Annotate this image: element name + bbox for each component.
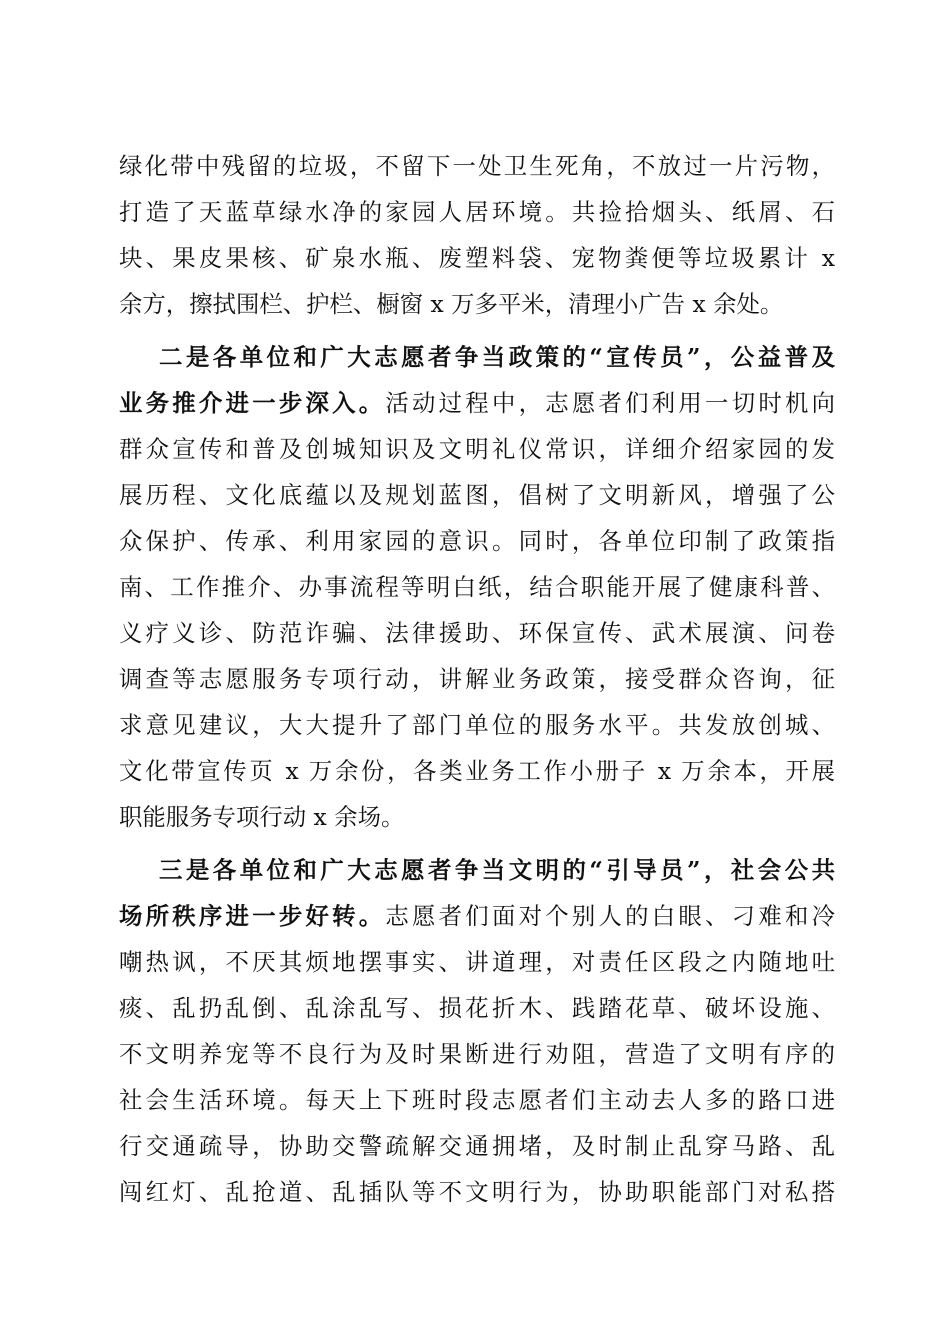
paragraph-3-line-4: [119, 986, 835, 1030]
text-run: 众保护、传承、利用家园的意识。同时，各单位印制了政策指: [119, 527, 835, 555]
text-run: 义疗义诊、防范诈骗、法律援助、环保宣传、武术展演、问卷: [119, 619, 835, 647]
text-run: 绿化带中残留的垃圾，不留下一处卫生死角，不放过一片污物，: [119, 152, 835, 180]
paragraph-2-line-10: [119, 749, 835, 793]
paragraph-2-line-3: [119, 427, 835, 471]
text-run: 不文明养宠等不良行为及时果断进行劝阻，营造了文明有序的: [119, 1040, 835, 1068]
text-run: 嘲热讽，不厌其烦地摆事实、讲道理，对责任区段之内随地吐: [119, 948, 835, 976]
text-run: 块、果皮果核、矿泉水瓶、废塑料袋、宠物粪便等垃圾累计 x: [119, 244, 835, 272]
paragraph-3-line-3: [119, 940, 835, 984]
paragraph-3-line-8: [119, 1170, 835, 1214]
paragraph-3-line-1: [159, 848, 835, 892]
text-run: 打造了天蓝草绿水净的家园人居环境。共捡拾烟头、纸屑、石: [119, 198, 835, 226]
bold-heading-run: 三是各单位和广大志愿者争当文明的“引导员”，社会公共: [159, 856, 835, 884]
text-run: 展历程、文化底蕴以及规划蓝图，倡树了文明新风，增强了公: [119, 481, 835, 509]
text-run: 求意见建议，大大提升了部门单位的服务水平。共发放创城、: [119, 711, 835, 739]
paragraph-1-line-3: [119, 236, 835, 280]
paragraph-2-line-2: [119, 381, 835, 425]
paragraph-3-line-2: [119, 894, 835, 938]
text-run: 社会生活环境。每天上下班时段志愿者们主动去人多的路口进: [119, 1086, 835, 1114]
text-run: 闯红灯、乱抢道、乱插队等不文明行为，协助职能部门对私搭: [119, 1178, 835, 1206]
paragraph-2-line-7: [119, 611, 835, 655]
text-run: 行交通疏导，协助交警疏解交通拥堵，及时制止乱穿马路、乱: [119, 1132, 835, 1160]
paragraph-3-line-6: [119, 1078, 835, 1122]
text-run: 痰、乱扔乱倒、乱涂乱写、损花折木、践踏花草、破坏设施、: [119, 994, 835, 1022]
paragraph-2-line-6: [119, 565, 835, 609]
bold-heading-run: 业务推介进一步深入。: [119, 389, 386, 417]
text-run: 调查等志愿服务专项行动，讲解业务政策，接受群众咨询，征: [119, 665, 835, 693]
paragraph-2-line-1: [159, 335, 835, 379]
paragraph-2-line-8: [119, 657, 835, 701]
paragraph-2-line-5: [119, 519, 835, 563]
text-run: 余方，擦拭围栏、护栏、橱窗 x 万多平米，清理小广告 x 余处。: [119, 290, 784, 318]
paragraph-3-line-5: [119, 1032, 835, 1076]
text-run: 职能服务专项行动 x 余场。: [119, 803, 405, 831]
text-run: 志愿者们面对个别人的白眼、刁难和冷: [385, 902, 836, 930]
paragraph-2-line-4: [119, 473, 835, 517]
paragraph-2-line-11: [119, 795, 835, 839]
paragraph-1-line-4: [119, 282, 835, 326]
text-run: 群众宣传和普及创城知识及文明礼仪常识，详细介绍家园的发: [119, 435, 835, 463]
text-run: 活动过程中，志愿者们利用一切时机向: [385, 389, 836, 417]
bold-heading-run: 场所秩序进一步好转。: [119, 902, 386, 930]
paragraph-2-line-9: [119, 703, 835, 747]
paragraph-1-line-2: [119, 190, 835, 234]
paragraph-3-line-7: [119, 1124, 835, 1168]
text-run: 文化带宣传页 x 万余份，各类业务工作小册子 x 万余本，开展: [119, 757, 835, 785]
paragraph-1-line-1: [119, 144, 835, 188]
text-run: 南、工作推介、办事流程等明白纸，结合职能开展了健康科普、: [119, 573, 835, 601]
bold-heading-run: 二是各单位和广大志愿者争当政策的“宣传员”，公益普及: [159, 343, 835, 371]
